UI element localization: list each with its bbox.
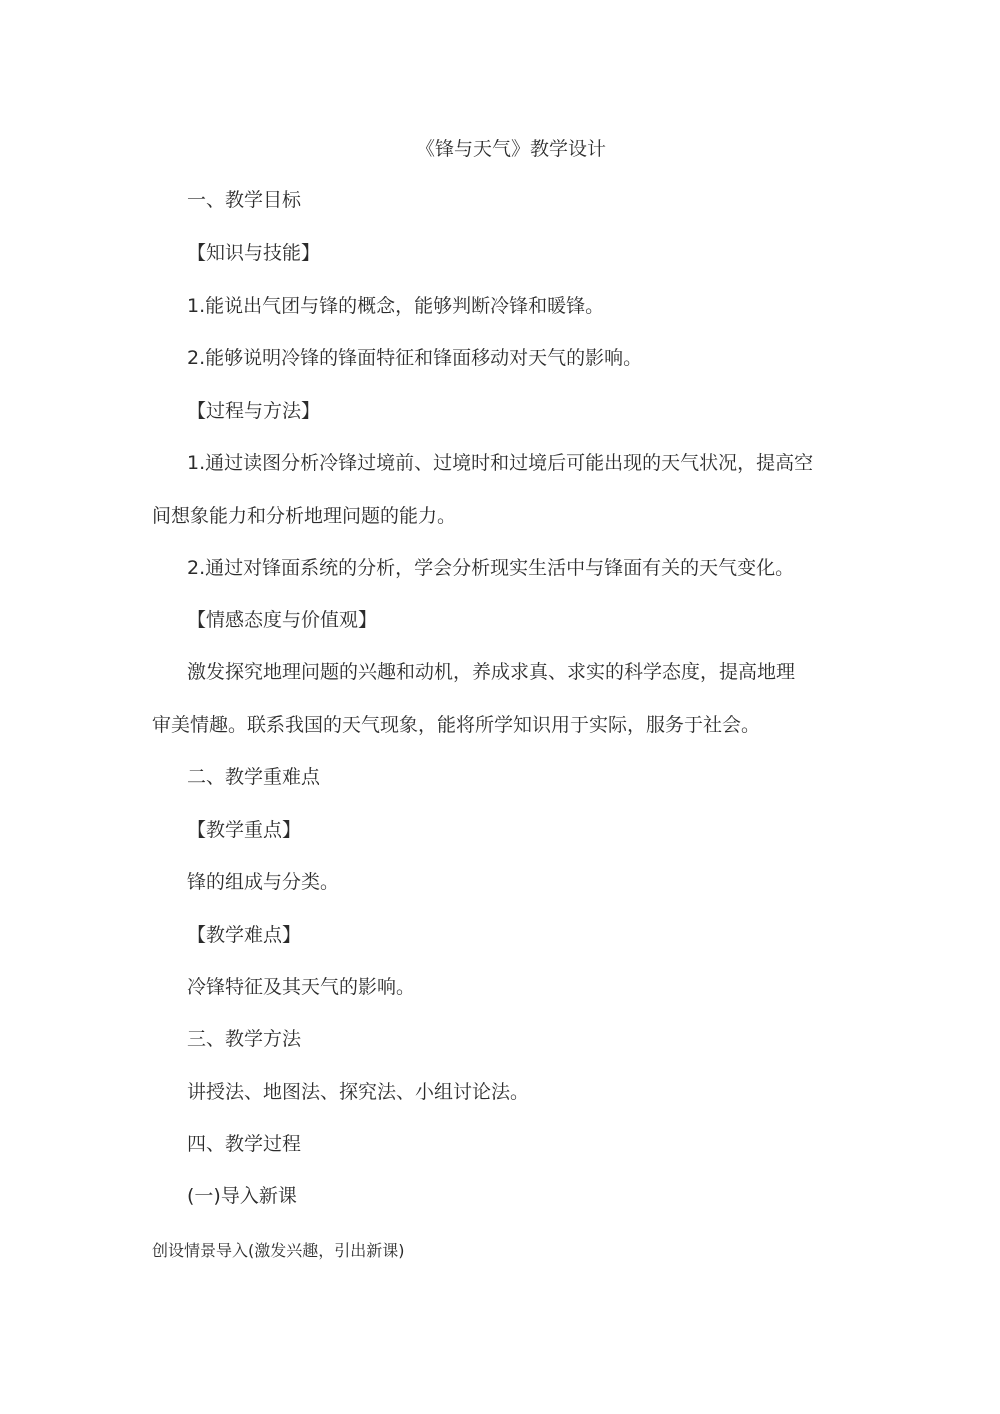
subheading-introduction: (一)导入新课 <box>187 1185 297 1207</box>
paragraph: 讲授法、地图法、探究法、小组讨论法。 <box>187 1081 530 1103</box>
section-heading-teaching-process: 四、教学过程 <box>187 1133 302 1155</box>
section-heading-teaching-goals: 一、教学目标 <box>187 189 302 211</box>
paragraph-small: 创设情景导入(激发兴趣，引出新课) <box>152 1241 405 1260</box>
subheading-attitude-values: 【情感态度与价值观】 <box>187 609 378 631</box>
paragraph: 1.通过读图分析冷锋过境前、过境时和过境后可能出现的天气状况，提高空 <box>187 452 814 474</box>
paragraph: 锋的组成与分类。 <box>187 871 340 893</box>
section-heading-key-points: 二、教学重难点 <box>187 766 321 788</box>
document-title: 《锋与天气》教学设计 <box>416 138 607 160</box>
paragraph-continuation: 间想象能力和分析地理问题的能力。 <box>152 505 457 527</box>
subheading-knowledge-skills: 【知识与技能】 <box>187 242 321 264</box>
subheading-teaching-difficulty: 【教学难点】 <box>187 924 302 946</box>
paragraph: 冷锋特征及其天气的影响。 <box>187 976 416 998</box>
section-heading-teaching-methods: 三、教学方法 <box>187 1028 302 1050</box>
paragraph: 1.能说出气团与锋的概念，能够判断冷锋和暖锋。 <box>187 295 605 317</box>
paragraph: 2.通过对锋面系统的分析，学会分析现实生活中与锋面有关的天气变化。 <box>187 557 795 579</box>
paragraph-continuation: 审美情趣。联系我国的天气现象，能将所学知识用于实际，服务于社会。 <box>152 714 761 736</box>
subheading-process-method: 【过程与方法】 <box>187 400 321 422</box>
paragraph: 2.能够说明冷锋的锋面特征和锋面移动对天气的影响。 <box>187 347 643 369</box>
subheading-teaching-focus: 【教学重点】 <box>187 819 302 841</box>
paragraph: 激发探究地理问题的兴趣和动机，养成求真、求实的科学态度，提高地理 <box>187 661 796 683</box>
